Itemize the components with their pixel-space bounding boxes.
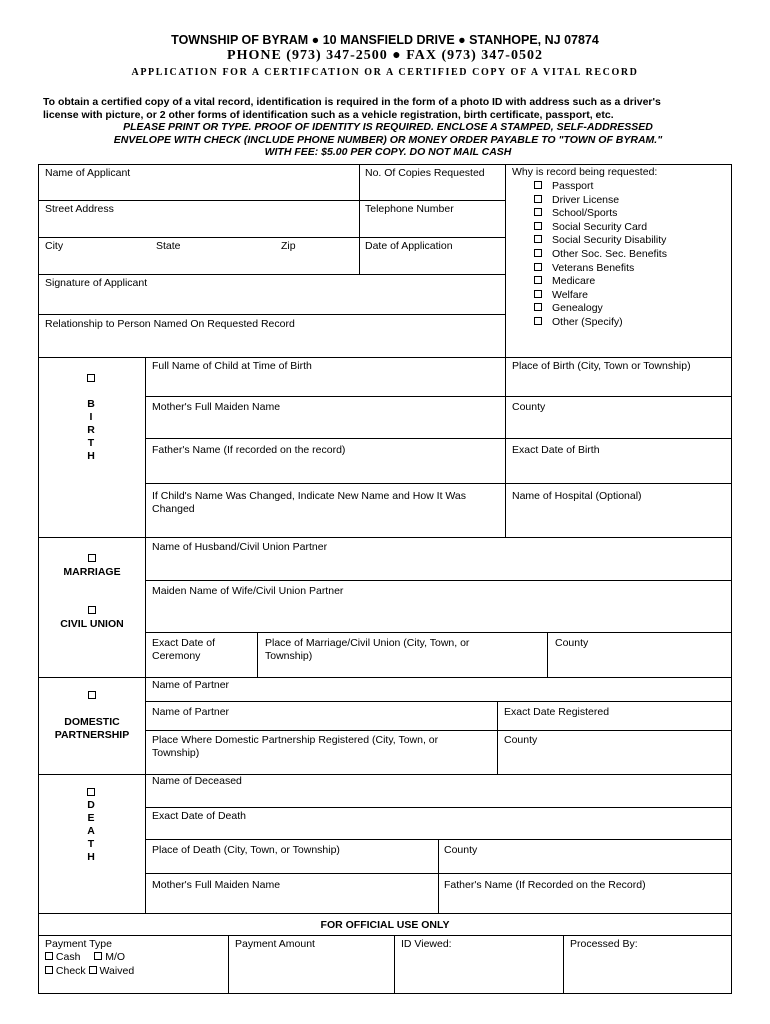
checkbox-icon[interactable] [534,222,542,230]
street-address-field[interactable]: Street Address [45,203,114,215]
reason-medicare[interactable]: Medicare [534,275,667,289]
checkbox-icon[interactable] [534,235,542,243]
instructions-line-3: PLEASE PRINT OR TYPE. PROOF OF IDENTITY IS REQUIRED. ENCLOSE A STAMPED, SELF-ADDRESSED [123,121,653,133]
payment-type-label: Payment Type [45,938,112,950]
payment-options-row-1 [45,951,125,964]
birth-label: B I R T H [87,398,95,462]
copies-requested-field[interactable]: No. Of Copies Requested [365,167,485,179]
reasons-list [534,180,667,330]
money-order-label: M/O [105,951,126,963]
id-viewed-field[interactable]: ID Viewed: [401,938,452,950]
checkbox-icon[interactable] [534,317,542,325]
instructions-line-2: license with picture, or 2 other forms of identification such as a vehicle registration, birth certificate, passport, etc. [43,108,614,121]
domestic-partnership-label: DOMESTIC PARTNERSHIP [40,690,144,742]
birth-place-field[interactable]: Place of Birth (City, Town or Township) [512,360,691,372]
reason-passport[interactable]: Passport [534,180,667,194]
deceased-name-field[interactable]: Name of Deceased [152,775,242,787]
birth-county-field[interactable]: County [512,401,546,413]
relationship-field[interactable]: Relationship to Person Named On Requested Record [45,318,295,330]
wife-maiden-name-field[interactable]: Maiden Name of Wife/Civil Union Partner [152,585,344,597]
registration-date-field[interactable]: Exact Date Registered [504,706,610,718]
cash-checkbox[interactable] [45,952,53,960]
checkbox-icon[interactable] [534,303,542,311]
signature-field[interactable]: Signature of Applicant [45,277,148,289]
death-date-field[interactable]: Exact Date of Death [152,810,246,822]
instructions-line-5: WITH FEE: $5.00 PER COPY. DO NOT MAIL CASH [264,146,512,158]
marriage-checkbox[interactable] [88,554,96,562]
telephone-field[interactable]: Telephone Number [365,203,454,215]
reason-genealogy[interactable]: Genealogy [534,302,667,316]
instructions-line-1: To obtain a certified copy of a vital record, identification is required in the form of a photo ID with address such as a driver's [43,96,661,108]
domestic-partnership-checkbox[interactable] [88,691,96,699]
processed-by-field[interactable]: Processed By: [570,938,638,950]
reason-veterans[interactable]: Veterans Benefits [534,262,667,276]
reasons-title: Why is record being requested: [512,166,658,178]
civil-union-checkbox[interactable] [88,606,96,614]
waived-checkbox[interactable] [89,966,97,974]
check-checkbox[interactable] [45,966,53,974]
checkbox-icon[interactable] [534,249,542,257]
checkbox-icon[interactable] [534,195,542,203]
zip-field[interactable]: Zip [281,240,296,252]
checkbox-icon[interactable] [534,208,542,216]
child-name-field[interactable]: Full Name of Child at Time of Birth [152,360,312,372]
domestic-county-field[interactable]: County [504,734,538,746]
reason-social-security-card[interactable]: Social Security Card [534,221,667,235]
instructions [43,96,743,159]
check-label: Check [55,965,86,977]
hospital-field[interactable]: Name of Hospital (Optional) [512,490,642,502]
reason-driver-license[interactable]: Driver License [534,194,667,208]
city-field[interactable]: City [45,240,64,252]
instructions-line-4: ENVELOPE WITH CHECK (INCLUDE PHONE NUMBER) OR MONEY ORDER PAYABLE TO "TOWN OF BYRAM." [113,133,663,146]
partner-2-name-field[interactable]: Name of Partner [152,706,230,718]
checkbox-icon[interactable] [534,290,542,298]
reason-welfare[interactable]: Welfare [534,289,667,303]
father-name-field[interactable]: Father's Name (If recorded on the record) [152,444,346,456]
application-title: APPLICATION FOR A CERTIFCATION OR A CERTIFIED COPY OF A VITAL RECORD [131,67,639,78]
birth-checkbox[interactable] [87,374,95,382]
death-mother-maiden-name-field[interactable]: Mother's Full Maiden Name [152,879,281,891]
marriage-label: MARRIAGE [40,553,144,579]
reason-other-soc-sec[interactable]: Other Soc. Sec. Benefits [534,248,667,262]
reason-school-sports[interactable]: School/Sports [534,207,667,221]
name-changed-field[interactable]: If Child's Name Was Changed, Indicate New Name and How It Was Changed [152,490,467,515]
township-address-heading: TOWNSHIP OF BYRAM ● 10 MANSFIELD DRIVE ● STANHOPE, NJ 07874 [171,33,599,47]
husband-name-field[interactable]: Name of Husband/Civil Union Partner [152,541,328,553]
payment-amount-field[interactable]: Payment Amount [235,938,315,950]
checkbox-icon[interactable] [534,181,542,189]
state-field[interactable]: State [156,240,181,252]
death-checkbox[interactable] [87,788,95,796]
checkbox-icon[interactable] [534,276,542,284]
money-order-checkbox[interactable] [94,952,102,960]
registration-place-field[interactable]: Place Where Domestic Partnership Registered (City, Town, or Township) [152,734,439,759]
marriage-county-field[interactable]: County [555,637,589,649]
mother-maiden-name-field[interactable]: Mother's Full Maiden Name [152,401,281,413]
official-use-title: FOR OFFICIAL USE ONLY [320,919,450,931]
phone-fax-heading: PHONE (973) 347-2500 ● FAX (973) 347-0502 [227,48,543,63]
death-county-field[interactable]: County [444,844,478,856]
marriage-place-field[interactable]: Place of Marriage/Civil Union (City, Town, or Township) [265,637,470,662]
death-father-name-field[interactable]: Father's Name (If Recorded on the Record) [444,879,646,891]
death-label: D E A T H [87,799,95,863]
payment-options-row-2 [45,965,134,978]
birth-date-field[interactable]: Exact Date of Birth [512,444,600,456]
waived-label: Waived [99,965,135,977]
ceremony-date-field[interactable]: Exact Date of Ceremony [152,637,216,662]
applicant-name-field[interactable]: Name of Applicant [45,167,131,179]
reason-other[interactable]: Other (Specify) [534,316,667,330]
reason-social-security-disability[interactable]: Social Security Disability [534,234,667,248]
application-date-field[interactable]: Date of Application [365,240,453,252]
civil-union-label: CIVIL UNION [40,605,144,631]
checkbox-icon[interactable] [534,263,542,271]
partner-1-name-field[interactable]: Name of Partner [152,679,230,691]
cash-label: Cash [55,951,81,963]
death-place-field[interactable]: Place of Death (City, Town, or Township) [152,844,340,856]
